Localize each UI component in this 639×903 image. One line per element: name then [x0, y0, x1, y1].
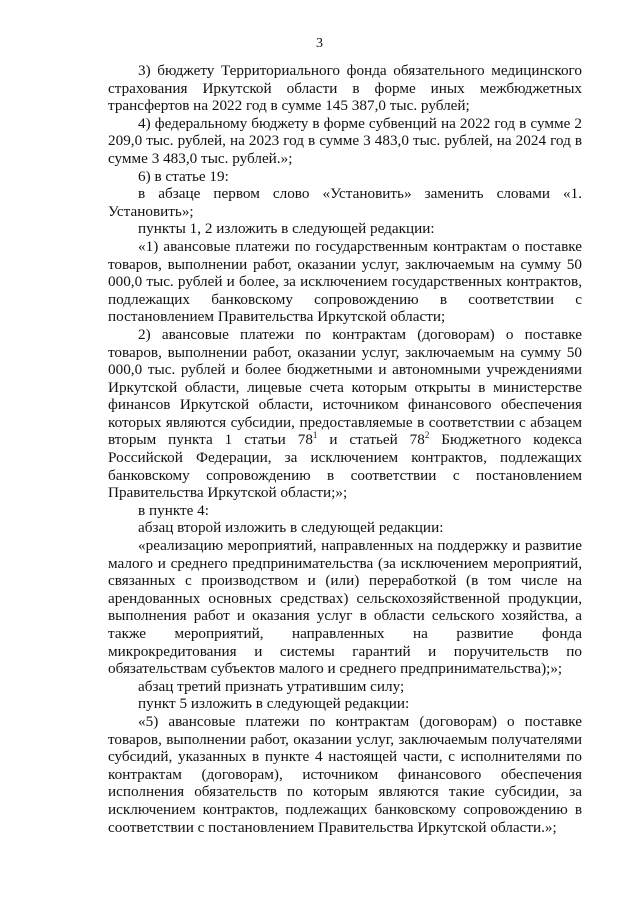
- paragraph-article-19: 6) в статье 19:: [138, 167, 229, 185]
- document-body: [108, 62, 582, 836]
- paragraph-point-4: в пункте 4:: [138, 501, 209, 519]
- paragraph-third-abzac: абзац третий признать утратившим силу;: [138, 677, 405, 695]
- paragraph-item-3: 3) бюджету Территориального фонда обязательного медицинского страхования Иркутской области в форме иных межбюджетных трансфертов на 2022 год в сумме 145 387,0 тыс. рублей;: [108, 62, 582, 115]
- paragraph-first-abzac: в абзаце первом слово «Установить» заменить словами «1. Установить»;: [108, 185, 582, 220]
- paragraph-realization: «реализацию мероприятий, направленных на поддержку и развитие малого и среднего предпринимательства (за исключением мероприятий, связанных с производством и (или) переработкой (в том числе на арендованных основных средствах) сельскохозяйственной продукции, выполнения работ и оказания услуг в области сельского хозяйства, а также мероприятий, направленных на развитие фонда микрокредитования и системы гарантий и поручительств по обязательствам субъектов малого и среднего предпринимательства);»;: [108, 537, 582, 678]
- point-2-text-before: 2) авансовые платежи по контрактам (договорам) о поставке товаров, выполнении работ, оказании услуг, заключаемым на сумму 50 000,0 тыс. рублей и более бюджетными и автономными учреждениями Иркутской области, лицевые счета которым открыты в министерстве финансов Иркутской области, источником финансового обеспечения которых являются субсидии, предоставляемые в соответствии с абзацем вторым пункта 1 статьи 78: [108, 325, 582, 449]
- paragraph-point-1: «1) авансовые платежи по государственным контрактам о поставке товаров, выполнении работ, оказании услуг, заключаемым на сумму 50 000,0 тыс. рублей и более, за исключением государственных контрактов, подлежащих банковскому сопровождению в соответствии с постановлением Правительства Иркутской области;: [108, 237, 582, 326]
- paragraph-point-2: [108, 326, 582, 502]
- paragraph-item-4: 4) федеральному бюджету в форме субвенций на 2022 год в сумме 2 209,0 тыс. рублей, на 2023 год в сумме 3 483,0 тыс. рублей, на 2024 год в сумме 3 483,0 тыс. рублей.»;: [108, 114, 582, 167]
- paragraph-point-5: пункт 5 изложить в следующей редакции:: [138, 695, 410, 713]
- page-number: 3: [316, 36, 323, 51]
- point-2-text-middle: и статьей 78: [317, 431, 425, 449]
- superscript-2: 2: [424, 430, 430, 441]
- paragraph-points-1-2: пункты 1, 2 изложить в следующей редакции:: [138, 220, 435, 238]
- paragraph-second-abzac: абзац второй изложить в следующей редакции:: [138, 519, 444, 537]
- paragraph-point-5-text: «5) авансовые платежи по контрактам (договорам) о поставке товаров, выполнении работ, оказании услуг, заключаемым получателями субсидий, указанных в пункте 4 настоящей части, с исполнителями по контрактам (договорам), источником финансового обеспечения исполнения обязательств по которым являются такие субсидии, за исключением контрактов, подлежащих банковскому сопровождению в соответствии с постановлением Правительства Иркутской области.»;: [108, 712, 582, 836]
- superscript-1: 1: [312, 430, 318, 441]
- point-2-text-after: Бюджетного кодекса Российской Федерации, за исключением контрактов, подлежащих банковскому сопровождению в соответствии с постановлением Правительства Иркутской области;»;: [108, 431, 582, 502]
